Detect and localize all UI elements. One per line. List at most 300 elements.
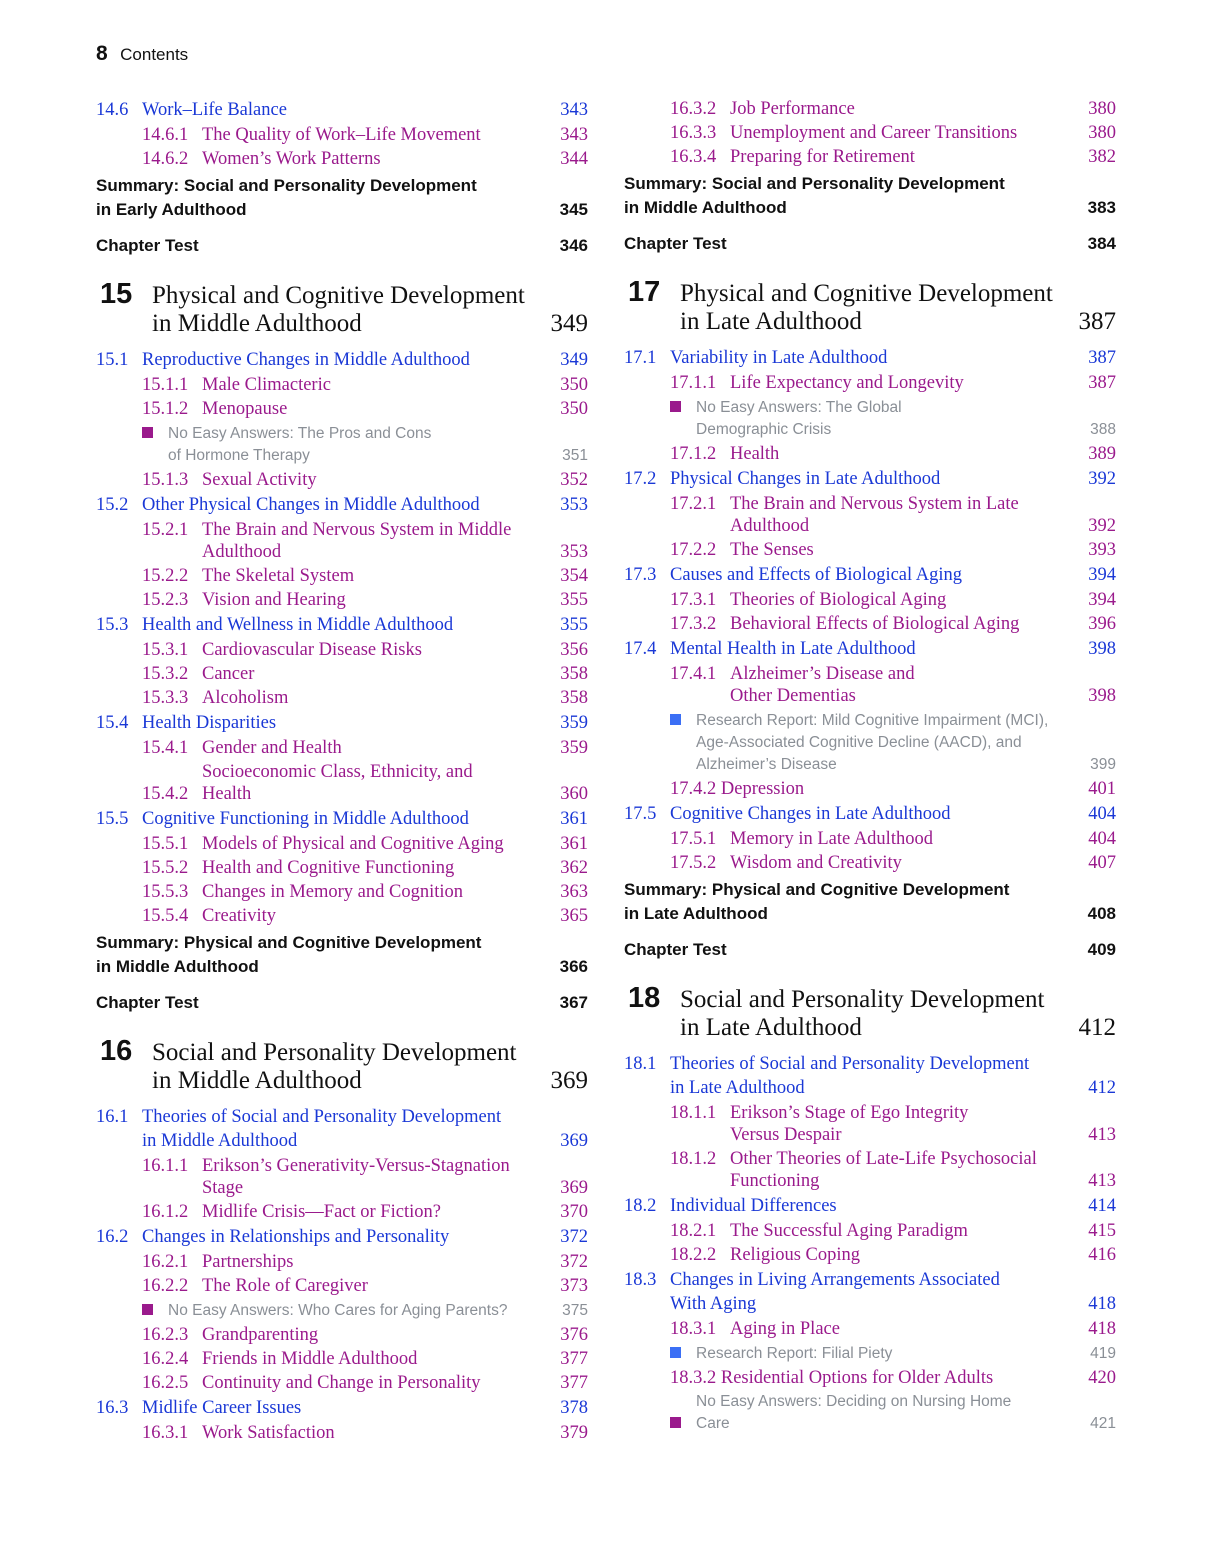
page-ref: 388 bbox=[1090, 421, 1116, 438]
subsection-title: Creativity bbox=[202, 906, 276, 926]
subsection-title: Women’s Work Patterns bbox=[202, 149, 381, 169]
subsection-title-line1: The Brain and Nervous System in Middle bbox=[202, 520, 512, 540]
section-title: Midlife Career Issues bbox=[142, 1398, 302, 1418]
magenta-square-icon bbox=[142, 422, 168, 445]
chapter-number: 17 bbox=[628, 276, 661, 308]
page-ref: 398 bbox=[1088, 686, 1116, 706]
research-report-entry[interactable] bbox=[670, 709, 1116, 776]
toc-subsection[interactable] bbox=[142, 1155, 588, 1199]
page-number: 8 bbox=[96, 42, 108, 65]
page-ref: 393 bbox=[1088, 540, 1116, 560]
toc-subsection[interactable] bbox=[142, 687, 588, 709]
subsection-title: Unemployment and Career Transitions bbox=[730, 123, 1018, 143]
subsection-number: 17.2.2 bbox=[670, 540, 717, 560]
section-title: Cognitive Functioning in Middle Adulthood bbox=[142, 809, 469, 829]
section-title-line1: Theories of Social and Personality Development bbox=[670, 1054, 1030, 1074]
section-title: Work–Life Balance bbox=[142, 100, 287, 120]
feature-title: No Easy Answers: Who Cares for Aging Parents? bbox=[168, 1302, 508, 1319]
subsection-title: 18.3.2 Residential Options for Older Adults bbox=[670, 1368, 994, 1388]
page-ref: 407 bbox=[1088, 853, 1116, 873]
subsection-number: 15.3.2 bbox=[142, 664, 189, 684]
toc-subsection[interactable] bbox=[670, 1220, 1116, 1242]
toc-subsection[interactable] bbox=[142, 1275, 588, 1297]
toc-subsection[interactable] bbox=[142, 1348, 588, 1370]
subsection-number: 16.1.1 bbox=[142, 1156, 189, 1176]
toc-subsection[interactable] bbox=[142, 565, 588, 587]
page-ref: 412 bbox=[1078, 1014, 1116, 1041]
page-ref: 383 bbox=[1087, 198, 1116, 217]
chapter-test[interactable] bbox=[624, 938, 1116, 962]
subsection-title: Health bbox=[730, 444, 780, 464]
toc-section[interactable] bbox=[624, 563, 1116, 587]
summary-line2: in Middle Adulthood bbox=[96, 957, 259, 976]
subsection-title: The Successful Aging Paradigm bbox=[730, 1221, 968, 1241]
section-number: 15.1 bbox=[96, 350, 129, 370]
chapter-number: 18 bbox=[628, 982, 661, 1014]
section-number: 15.4 bbox=[96, 713, 129, 733]
page-ref: 359 bbox=[560, 738, 588, 758]
page-ref: 369 bbox=[560, 1178, 588, 1198]
page-ref: 372 bbox=[560, 1227, 588, 1247]
feature-title-line2: Demographic Crisis bbox=[696, 421, 832, 438]
subsection-title: Gender and Health bbox=[202, 738, 342, 758]
toc-subsection[interactable] bbox=[142, 519, 588, 563]
feature-box-entry[interactable] bbox=[142, 422, 588, 467]
subsection-title-line1: Erikson’s Generativity-Versus-Stagnation bbox=[202, 1156, 510, 1176]
page-header bbox=[96, 42, 188, 66]
toc-subsection[interactable] bbox=[142, 857, 588, 879]
toc-subsection[interactable] bbox=[670, 852, 1116, 874]
page-ref: 361 bbox=[560, 809, 588, 829]
subsection-number: 18.2.1 bbox=[670, 1221, 717, 1241]
subsection-number: 17.5.1 bbox=[670, 829, 717, 849]
subsection-number: 18.2.2 bbox=[670, 1245, 717, 1265]
page-ref: 343 bbox=[560, 100, 588, 120]
feature-box-entry[interactable] bbox=[142, 1299, 588, 1322]
toc-subsection[interactable] bbox=[142, 1422, 588, 1444]
summary-line1: Summary: Social and Personality Development bbox=[624, 174, 1005, 193]
section-title: Health Disparities bbox=[142, 713, 277, 733]
section-title: Health and Wellness in Middle Adulthood bbox=[142, 615, 454, 635]
toc-subsection[interactable] bbox=[670, 539, 1116, 561]
toc-section[interactable] bbox=[96, 348, 588, 372]
subsection-number: 15.3.1 bbox=[142, 640, 189, 660]
toc-subsection[interactable] bbox=[670, 589, 1116, 611]
subsection-title: Socioeconomic Class, Ethnicity, and Health bbox=[202, 762, 473, 804]
page-ref: 359 bbox=[560, 713, 588, 733]
page-ref: 416 bbox=[1088, 1245, 1116, 1265]
magenta-square-icon bbox=[670, 396, 696, 419]
page-ref: 376 bbox=[560, 1325, 588, 1345]
feature-title: No Easy Answers: Deciding on Nursing Home Care bbox=[696, 1393, 1012, 1432]
chapter-title-line1: Physical and Cognitive Development bbox=[152, 282, 525, 309]
summary-line2: in Early Adulthood bbox=[96, 200, 247, 219]
subsection-number: 16.2.1 bbox=[142, 1252, 189, 1272]
toc-section[interactable] bbox=[96, 1105, 588, 1153]
feature-box-entry[interactable] bbox=[670, 1391, 1116, 1435]
subsection-title: 17.4.2 Depression bbox=[670, 779, 805, 799]
chapter-test[interactable] bbox=[96, 234, 588, 258]
toc-section[interactable] bbox=[624, 467, 1116, 491]
subsection-number: 16.2.5 bbox=[142, 1373, 189, 1393]
subsection-title: Preparing for Retirement bbox=[730, 147, 915, 167]
page-ref: 346 bbox=[559, 236, 588, 255]
page-ref: 354 bbox=[560, 566, 588, 586]
toc-section[interactable] bbox=[624, 346, 1116, 370]
subsection-title: Sexual Activity bbox=[202, 470, 317, 490]
page-ref: 380 bbox=[1088, 99, 1116, 119]
page-ref: 358 bbox=[560, 688, 588, 708]
subsection-number: 15.4.2 bbox=[142, 784, 189, 804]
toc-section[interactable] bbox=[624, 1052, 1116, 1100]
subsection-title: Life Expectancy and Longevity bbox=[730, 373, 964, 393]
summary-line1: Summary: Social and Personality Development bbox=[96, 176, 477, 195]
toc-right-column bbox=[624, 96, 1116, 1437]
chapter-test[interactable] bbox=[96, 991, 588, 1015]
toc-subsection[interactable] bbox=[142, 469, 588, 491]
toc-section[interactable] bbox=[96, 1396, 588, 1420]
section-number: 16.3 bbox=[96, 1398, 129, 1418]
chapter-number: 16 bbox=[100, 1035, 133, 1067]
subsection-number: 15.4.1 bbox=[142, 738, 189, 758]
chapter-title-line2: in Middle Adulthood bbox=[152, 310, 362, 337]
chapter-test-label: Chapter Test bbox=[96, 236, 199, 255]
page-ref: 351 bbox=[562, 447, 588, 464]
subsection-title: Alcoholism bbox=[202, 688, 289, 708]
subsection-number: 17.3.1 bbox=[670, 590, 717, 610]
page-ref: 349 bbox=[550, 310, 588, 337]
toc-subsection[interactable] bbox=[142, 1372, 588, 1394]
chapter-heading[interactable] bbox=[624, 982, 1116, 1042]
summary-line2: in Late Adulthood bbox=[624, 904, 768, 923]
subsection-title: Memory in Late Adulthood bbox=[730, 829, 933, 849]
page-ref: 377 bbox=[560, 1373, 588, 1393]
page-ref: 398 bbox=[1088, 639, 1116, 659]
magenta-square-icon bbox=[142, 1299, 168, 1322]
subsection-title-line2: Stage bbox=[202, 1178, 244, 1198]
page-ref: 344 bbox=[560, 149, 588, 169]
summary-line1: Summary: Physical and Cognitive Development bbox=[96, 933, 482, 952]
subsection-number: 14.6.1 bbox=[142, 125, 189, 145]
page-ref: 409 bbox=[1087, 940, 1116, 959]
toc-section[interactable] bbox=[624, 1194, 1116, 1218]
subsection-number: 16.3.1 bbox=[142, 1423, 189, 1443]
subsection-number: 17.2.1 bbox=[670, 494, 717, 514]
subsection-title: Wisdom and Creativity bbox=[730, 853, 902, 873]
subsection-title-line2: Adulthood bbox=[730, 516, 810, 536]
page-ref: 384 bbox=[1087, 234, 1116, 253]
chapter-number: 15 bbox=[100, 278, 133, 310]
chapter-test[interactable] bbox=[624, 232, 1116, 256]
page-ref: 382 bbox=[1088, 147, 1116, 167]
running-head: Contents bbox=[120, 45, 189, 64]
section-number: 15.2 bbox=[96, 495, 129, 515]
section-number: 14.6 bbox=[96, 100, 129, 120]
section-number: 18.2 bbox=[624, 1196, 657, 1216]
chapter-title-line2: in Late Adulthood bbox=[680, 308, 862, 335]
chapter-summary[interactable] bbox=[96, 931, 588, 979]
toc-subsection[interactable] bbox=[142, 124, 588, 146]
feature-title: Research Report: Filial Piety bbox=[696, 1345, 893, 1362]
section-title: Individual Differences bbox=[670, 1196, 837, 1216]
page-ref: 366 bbox=[559, 957, 588, 976]
subsection-title: Partnerships bbox=[202, 1252, 294, 1272]
summary-line2: in Middle Adulthood bbox=[624, 198, 787, 217]
subsection-number: 15.5.2 bbox=[142, 858, 189, 878]
chapter-test-label: Chapter Test bbox=[624, 234, 727, 253]
toc-subsection[interactable] bbox=[142, 833, 588, 855]
subsection-number: 15.1.3 bbox=[142, 470, 189, 490]
section-title: Cognitive Changes in Late Adulthood bbox=[670, 804, 951, 824]
feature-box-entry[interactable] bbox=[670, 396, 1116, 441]
section-number: 17.3 bbox=[624, 565, 657, 585]
subsection-title-line1: The Brain and Nervous System in Late bbox=[730, 494, 1019, 514]
toc-subsection[interactable] bbox=[670, 613, 1116, 635]
feature-title-line2: of Hormone Therapy bbox=[168, 447, 310, 464]
subsection-title: Friends in Middle Adulthood bbox=[202, 1349, 418, 1369]
feature-title-line1: Research Report: Mild Cognitive Impairment (MCI), bbox=[696, 712, 1049, 729]
toc-section[interactable] bbox=[96, 613, 588, 637]
toc-section[interactable] bbox=[624, 802, 1116, 826]
toc-section[interactable] bbox=[96, 98, 588, 122]
toc-section[interactable] bbox=[96, 493, 588, 517]
toc-subsection[interactable] bbox=[142, 761, 588, 805]
subsection-title-line1: Other Theories of Late-Life Psychosocial bbox=[730, 1149, 1037, 1169]
toc-subsection[interactable] bbox=[142, 663, 588, 685]
blue-square-icon bbox=[670, 709, 696, 732]
chapter-heading[interactable] bbox=[624, 276, 1116, 336]
feature-title-line1: No Easy Answers: The Pros and Cons bbox=[168, 425, 432, 442]
chapter-summary[interactable] bbox=[96, 174, 588, 222]
subsection-number: 15.1.2 bbox=[142, 399, 189, 419]
subsection-title: The Senses bbox=[730, 540, 814, 560]
subsection-title: Behavioral Effects of Biological Aging bbox=[730, 614, 1020, 634]
feature-title-line2: Age-Associated Cognitive Decline (AACD), and bbox=[696, 734, 1022, 751]
page-ref: 355 bbox=[560, 615, 588, 635]
page-ref: 404 bbox=[1088, 829, 1116, 849]
page-ref: 350 bbox=[560, 375, 588, 395]
page-ref: 408 bbox=[1087, 904, 1116, 923]
section-title: Reproductive Changes in Middle Adulthood bbox=[142, 350, 470, 370]
section-title: Causes and Effects of Biological Aging bbox=[670, 565, 963, 585]
page-ref: 418 bbox=[1088, 1294, 1116, 1314]
toc-subsection[interactable] bbox=[142, 374, 588, 396]
chapter-heading[interactable] bbox=[96, 1035, 588, 1095]
page-ref: 387 bbox=[1088, 348, 1116, 368]
page-ref: 372 bbox=[560, 1252, 588, 1272]
chapter-test-label: Chapter Test bbox=[624, 940, 727, 959]
page-ref: 378 bbox=[560, 1398, 588, 1418]
page-ref: 345 bbox=[559, 200, 588, 219]
section-number: 16.2 bbox=[96, 1227, 129, 1247]
subsection-number: 15.5.1 bbox=[142, 834, 189, 854]
subsection-number: 15.3.3 bbox=[142, 688, 189, 708]
page-ref: 356 bbox=[560, 640, 588, 660]
section-number: 17.2 bbox=[624, 469, 657, 489]
chapter-title-line2: in Late Adulthood bbox=[680, 1014, 862, 1041]
section-title: Physical Changes in Late Adulthood bbox=[670, 469, 941, 489]
toc-subsection[interactable] bbox=[670, 98, 1116, 120]
subsection-number: 16.2.4 bbox=[142, 1349, 189, 1369]
subsection-title-line2: Versus Despair bbox=[730, 1125, 842, 1145]
page-ref: 394 bbox=[1088, 590, 1116, 610]
page-ref: 415 bbox=[1088, 1221, 1116, 1241]
subsection-number: 16.2.2 bbox=[142, 1276, 189, 1296]
page-ref: 353 bbox=[560, 542, 588, 562]
subsection-number: 17.1.2 bbox=[670, 444, 717, 464]
toc-subsection[interactable] bbox=[670, 778, 1116, 800]
toc-subsection[interactable] bbox=[142, 1324, 588, 1346]
chapter-test-label: Chapter Test bbox=[96, 993, 199, 1012]
toc-subsection[interactable] bbox=[670, 663, 1116, 707]
toc-subsection[interactable] bbox=[670, 1148, 1116, 1192]
page-ref: 387 bbox=[1088, 373, 1116, 393]
subsection-number: 17.3.2 bbox=[670, 614, 717, 634]
toc-subsection[interactable] bbox=[670, 443, 1116, 465]
subsection-title: The Skeletal System bbox=[202, 566, 355, 586]
subsection-title: Grandparenting bbox=[202, 1325, 319, 1345]
page-ref: 349 bbox=[560, 350, 588, 370]
page-ref: 380 bbox=[1088, 123, 1116, 143]
page-ref: 363 bbox=[560, 882, 588, 902]
page-ref: 360 bbox=[560, 784, 588, 804]
subsection-title: The Role of Caregiver bbox=[202, 1276, 368, 1296]
subsection-title-line2: Functioning bbox=[730, 1171, 820, 1191]
toc-subsection[interactable] bbox=[142, 589, 588, 611]
subsection-number: 15.2.2 bbox=[142, 566, 189, 586]
page-ref: 343 bbox=[560, 125, 588, 145]
subsection-number: 16.1.2 bbox=[142, 1202, 189, 1222]
page-ref: 394 bbox=[1088, 565, 1116, 585]
subsection-number: 15.2.3 bbox=[142, 590, 189, 610]
subsection-title: Midlife Crisis—Fact or Fiction? bbox=[202, 1202, 441, 1222]
subsection-title: Models of Physical and Cognitive Aging bbox=[202, 834, 504, 854]
chapter-heading[interactable] bbox=[96, 278, 588, 338]
toc-subsection[interactable] bbox=[142, 398, 588, 420]
toc-subsection[interactable] bbox=[142, 1201, 588, 1223]
toc-subsection[interactable] bbox=[670, 493, 1116, 537]
section-title-line2: in Middle Adulthood bbox=[142, 1131, 298, 1151]
toc-subsection[interactable] bbox=[670, 828, 1116, 850]
subsection-number: 16.2.3 bbox=[142, 1325, 189, 1345]
page-ref: 367 bbox=[559, 993, 588, 1012]
research-report-entry[interactable] bbox=[670, 1342, 1116, 1365]
section-title: Mental Health in Late Adulthood bbox=[670, 639, 916, 659]
blue-square-icon bbox=[670, 1342, 696, 1365]
subsection-title-line2: Other Dementias bbox=[730, 686, 856, 706]
toc-subsection[interactable] bbox=[670, 1318, 1116, 1340]
section-title-line2: in Late Adulthood bbox=[670, 1078, 805, 1098]
feature-title-line1: No Easy Answers: The Global bbox=[696, 399, 902, 416]
subsection-title-line2: Adulthood bbox=[202, 542, 282, 562]
toc-subsection[interactable] bbox=[142, 905, 588, 927]
toc-section[interactable] bbox=[96, 807, 588, 831]
subsection-number: 16.3.2 bbox=[670, 99, 717, 119]
page-ref: 377 bbox=[560, 1349, 588, 1369]
toc-subsection[interactable] bbox=[142, 148, 588, 170]
section-number: 16.1 bbox=[96, 1107, 129, 1127]
chapter-title-line1: Social and Personality Development bbox=[152, 1039, 517, 1066]
subsection-number: 18.3.1 bbox=[670, 1319, 717, 1339]
page-ref: 392 bbox=[1088, 469, 1116, 489]
subsection-number: 18.1.2 bbox=[670, 1149, 717, 1169]
page-ref: 413 bbox=[1088, 1125, 1116, 1145]
toc-subsection[interactable] bbox=[142, 1251, 588, 1273]
page-ref: 352 bbox=[560, 470, 588, 490]
toc-subsection[interactable] bbox=[670, 122, 1116, 144]
page-ref: 396 bbox=[1088, 614, 1116, 634]
subsection-number: 14.6.2 bbox=[142, 149, 189, 169]
section-title: Changes in Relationships and Personality bbox=[142, 1227, 450, 1247]
magenta-square-icon bbox=[670, 1412, 696, 1435]
section-number: 18.1 bbox=[624, 1054, 657, 1074]
subsection-title-line1: Alzheimer’s Disease and bbox=[730, 664, 915, 684]
chapter-title-line2: in Middle Adulthood bbox=[152, 1067, 362, 1094]
page-ref: 420 bbox=[1088, 1368, 1116, 1388]
section-title: Other Physical Changes in Middle Adulthood bbox=[142, 495, 480, 515]
page-ref: 362 bbox=[560, 858, 588, 878]
toc-section[interactable] bbox=[96, 1225, 588, 1249]
section-title-line1: Theories of Social and Personality Development bbox=[142, 1107, 502, 1127]
toc-section[interactable] bbox=[624, 1268, 1116, 1316]
section-number: 15.3 bbox=[96, 615, 129, 635]
subsection-number: 15.1.1 bbox=[142, 375, 189, 395]
toc-subsection[interactable] bbox=[670, 1244, 1116, 1266]
subsection-title: Aging in Place bbox=[730, 1319, 840, 1339]
subsection-number: 17.4.1 bbox=[670, 664, 717, 684]
page-ref: 399 bbox=[1090, 756, 1116, 773]
toc-subsection[interactable] bbox=[142, 737, 588, 759]
section-number: 15.5 bbox=[96, 809, 129, 829]
toc-subsection[interactable] bbox=[142, 881, 588, 903]
subsection-number: 15.5.4 bbox=[142, 906, 189, 926]
subsection-number: 18.1.1 bbox=[670, 1103, 717, 1123]
subsection-number: 17.1.1 bbox=[670, 373, 717, 393]
subsection-title: Changes in Memory and Cognition bbox=[202, 882, 464, 902]
chapter-summary[interactable] bbox=[624, 172, 1116, 220]
subsection-title: Religious Coping bbox=[730, 1245, 861, 1265]
toc-subsection[interactable] bbox=[670, 146, 1116, 168]
page-ref: 392 bbox=[1088, 516, 1116, 536]
summary-line1: Summary: Physical and Cognitive Development bbox=[624, 880, 1010, 899]
subsection-title: Theories of Biological Aging bbox=[730, 590, 947, 610]
page-ref: 414 bbox=[1088, 1196, 1116, 1216]
toc-subsection[interactable] bbox=[670, 372, 1116, 394]
page-ref: 353 bbox=[560, 495, 588, 515]
toc-section[interactable] bbox=[96, 711, 588, 735]
subsection-title: Cardiovascular Disease Risks bbox=[202, 640, 422, 660]
page-ref: 358 bbox=[560, 664, 588, 684]
section-title-line1: Changes in Living Arrangements Associated bbox=[670, 1270, 1000, 1290]
page-ref: 369 bbox=[550, 1067, 588, 1094]
page-ref: 412 bbox=[1088, 1078, 1116, 1098]
subsection-number: 16.3.4 bbox=[670, 147, 717, 167]
page-ref: 421 bbox=[1090, 1415, 1116, 1432]
page-ref: 401 bbox=[1088, 779, 1116, 799]
toc-section[interactable] bbox=[624, 637, 1116, 661]
page-ref: 370 bbox=[560, 1202, 588, 1222]
page-ref: 418 bbox=[1088, 1319, 1116, 1339]
page-ref: 419 bbox=[1090, 1345, 1116, 1362]
chapter-title-line1: Social and Personality Development bbox=[680, 986, 1045, 1013]
page-ref: 365 bbox=[560, 906, 588, 926]
section-number: 18.3 bbox=[624, 1270, 657, 1290]
toc-subsection[interactable] bbox=[142, 639, 588, 661]
toc-subsection[interactable] bbox=[670, 1367, 1116, 1389]
toc-subsection[interactable] bbox=[670, 1102, 1116, 1146]
toc-left-column bbox=[96, 96, 588, 1446]
chapter-summary[interactable] bbox=[624, 878, 1116, 926]
